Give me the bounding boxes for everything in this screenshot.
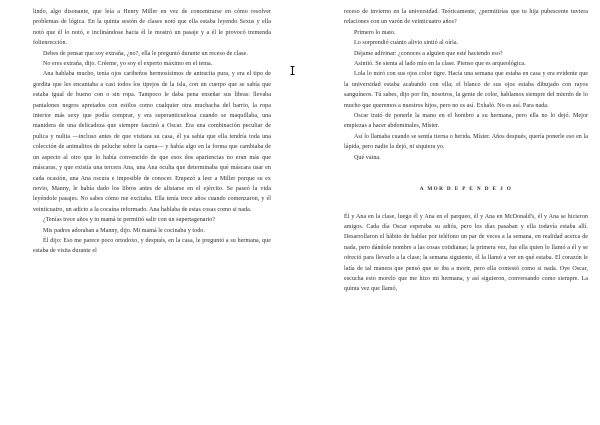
left-page-text-column — [33, 7, 271, 257]
paragraph: Así lo llamaba cuando se sentía tierna o herida. Míster. Años después, quería ponerle eso en la lápida, pero nadie la dejó, ni siquiera yo. — [344, 133, 588, 151]
paragraph: Oscar trató de ponerle la mano en el hombro a su hermana, pero ella no lo dejó. Mejor empiezas a hacer abdominales, Míster. — [344, 113, 588, 130]
text-cursor-icon — [290, 66, 295, 75]
paragraph: Lola lo miró con sus ojos color tigre. Hacía una semana que estaba en casa y era evidente que la universidad estaba acabando con ella; el blanco de sus ojos estaba dibujado con rayos sanguíneos. Tú sabes, dijo por fin, nosotros, la gente de color, hablamos siempre del mierdo de lo mucho que queremos a nuestros hijos, pero no es así. Exhaló. No es así. Para nada. — [344, 71, 588, 109]
right-page-text-column — [344, 7, 588, 295]
paragraph: No eres extraña, dijo. Créeme, yo soy el experto máximo en el tema. — [43, 61, 213, 68]
paragraph: Qué vaina. — [354, 154, 381, 161]
paragraph: Déjame adivinar: ¿conoces a alguien que esté haciendo eso? — [354, 50, 503, 57]
paragraph: Ana hablaba mucho, tenía ojos caribeños hermosísimos de antracita pura, y era el tipo de gordita que les encantaba a casi todos los tipejos de la isla, con un cuerpo que se sabía que estaba igual de bueno con o sin ropa. Tampoco le daba pena enseñar sus libras: llevaba pantalones negros apretados con estilos como cualquier otra muchacha del barrio, la ropa interior más sexy que podía comprar, y era superanticuelosa cuando se maquillaba, una manidera de una delicadeza que siempre fascinó a Oscar. Era una combinación peculiar de pulica y nulita —incluso antes de que visitara su casa, él ya sabía que ella tendría toda una colección de animalitos de peluche sobre la cama— y había algo en la forma que cambiaba de un aspecto al otro que lo había convencido de que esos dos apariencias no eran más que máscaras, y que existía una tercera Ana, una Ana oculta que determinaba qué máscara usar en cada ocasión, una Ana oscura e imposible de conocer. Empezó a leer a Miller porque su ex novio, Manny, le había dado los libros antes de alistarse en el ejército. Se paseó la vida leyéndole pasajes. No sabes cómo me excitaba. Ella tenía trece años cuando comenzaron, y él veinticuatro, un adicto a la cocaína reformado. Ana hablaba de estas cosas como si nada. — [33, 71, 271, 213]
paragraph: ¿Tenías trece años y tu mamá te permitió salir con un supertagenario? — [43, 217, 216, 224]
left-page — [0, 0, 290, 425]
paragraph: Asintió. Se sienta al lado mío en la clase. Pienso que es arqueológica. — [354, 61, 526, 68]
paragraph: receso de invierno en la universidad. Teóricamente, ¿permitirías que tu hija pubescente tuviera relaciones con un varón de veinticuatro años? — [344, 9, 588, 26]
paragraph: Lo sorprendió cuánto alivio sintió al oírla. — [354, 40, 459, 47]
paragraph: Primero lo mato. — [354, 29, 396, 36]
right-page — [300, 0, 590, 425]
chapter-title: A MOR D E P E N D E J O — [419, 186, 513, 193]
paragraph: Él y Ana en la clase, luego él y Ana en el parqueo, él y Ana en McDonald's, él y Ana se hicieron amigos. Cada día Oscar esperaba su adiós, pero los días pasaban y ella todavía estaba allí. Desarrollaron el hábito de hablar por teléfono un par de veces a la semana, en realidad acerca de nada, pero dándole nombre a las cosas cotidianas; la primera vez, fue ella quien lo llamó a él y se ofreció para llevarlo a la clase; la semana siguiente, él la llamó a ver en qué estaba. El corazón le latía de tal manera que pensó que se iba a morir, pero ella contestó como si nada. Oye Oscar, escucha esto morelo que me hizo mi hermana, y así siguieron, conversando como siempre. La quinta vez que llamó, — [344, 213, 588, 293]
paragraph: Él dijo: Eso me parece poco ortodoxo, y después, en la casa, le preguntó a su hermana, que estaba de visita durante el — [33, 237, 271, 255]
paragraph: Mis padres adoraban a Manny, dijo. Mi mamá le cocinaba y todo. — [43, 227, 205, 234]
paragraph: Debes de pensar que soy extraña, ¿no?, ella le preguntó durante un receso de clase. — [43, 50, 248, 57]
paragraph: lindo, algo disonante, que leía a Henry Miller en vez de concentrarse en cómo resolver problemas de lógica. En la quinta sesión de clases notó que ella estaba leyendo Sexus y ella notó que él lo notó, e inclinándose hacia él le mostró un pasaje y a él le provocó tremenda folienrección. — [33, 9, 271, 47]
